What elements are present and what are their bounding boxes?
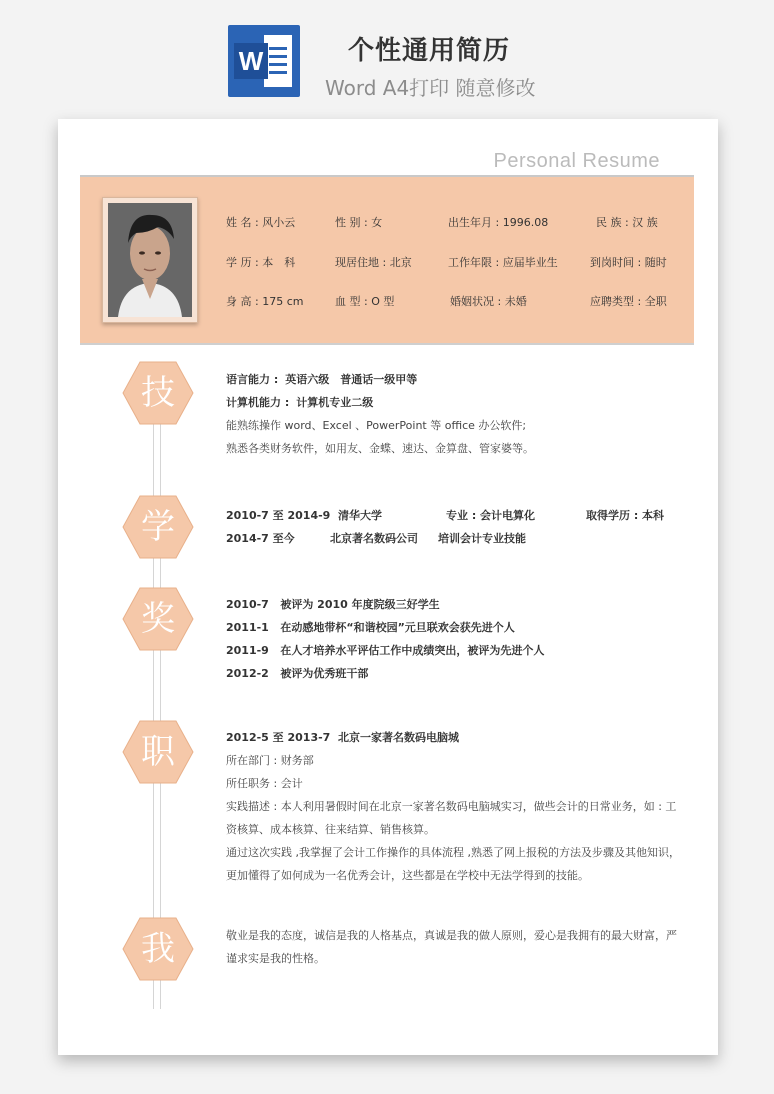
info-education: 学 历 : 本 科 <box>226 256 296 269</box>
work-dept: 所在部门 : 财务部 <box>226 754 314 767</box>
award-item: 2010-7 被评为 2010 年度院级三好学生 <box>226 598 440 611</box>
skills-computer-line: 计算机能力 : 计算机专业二级 <box>226 396 374 409</box>
skills-office-line: 能熟练操作 word、Excel 、PowerPoint 等 office 办公软件; <box>226 419 527 432</box>
profile-photo <box>102 197 198 323</box>
edu-row1-degree: 取得学历 : 本科 <box>586 509 665 522</box>
self-eval-hexagon-icon: 我 <box>122 917 194 981</box>
edu-row2-training: 培训会计专业技能 <box>438 532 526 545</box>
info-work-years: 工作年限 : 应届毕业生 <box>448 256 558 269</box>
work-hexagon-icon: 职 <box>122 720 194 784</box>
info-name: 姓 名 : 风小云 <box>226 216 296 229</box>
work-company: 北京一家著名数码电脑城 <box>338 731 459 744</box>
info-ethnicity: 民 族 : 汉 族 <box>596 216 658 229</box>
awards-hexagon-icon: 奖 <box>122 587 194 651</box>
resume-header-label: Personal Resume <box>493 150 660 172</box>
edu-row2-company: 北京著名数码公司 <box>330 532 418 545</box>
info-marital: 婚姻状况 : 未婚 <box>450 295 527 308</box>
self-eval-line: 谨求实是我的性格。 <box>226 952 325 965</box>
info-job-type: 应聘类型 : 全职 <box>590 295 667 308</box>
personal-info-panel <box>80 177 694 343</box>
edu-row1-date: 2010-7 至 2014-9 <box>226 509 331 522</box>
info-blood: 血 型 : O 型 <box>335 295 395 308</box>
work-desc-line: 更加懂得了如何成为一名优秀会计，这些都是在学校中无法学得到的技能。 <box>226 869 589 882</box>
info-divider <box>80 343 694 345</box>
info-residence: 现居住地 : 北京 <box>335 256 412 269</box>
page-banner <box>0 0 774 110</box>
info-gender: 性 别 : 女 <box>335 216 383 229</box>
edu-row2-date: 2014-7 至今 <box>226 532 295 545</box>
skills-language-line: 语言能力 : 英语六级 普通话一级甲等 <box>226 373 418 386</box>
portrait-image <box>108 203 192 317</box>
banner-title: 个性通用简历 <box>348 36 511 66</box>
skills-hexagon-icon: 技 <box>122 361 194 425</box>
skills-finance-line: 熟悉各类财务软件，如用友、金蝶、速达、金算盘、管家婆等。 <box>226 442 534 455</box>
info-height: 身 高 : 175 cm <box>226 295 304 308</box>
work-date: 2012-5 至 2013-7 <box>226 731 331 744</box>
banner-subtitle: Word A4打印 随意修改 <box>325 76 536 100</box>
self-eval-line: 敬业是我的态度，诚信是我的人格基点，真诚是我的做人原则，爱心是我拥有的最大财富，严 <box>226 929 677 942</box>
award-item: 2011-1 在动感地带杯“和谐校园”元旦联欢会获先进个人 <box>226 621 515 634</box>
award-item: 2012-2 被评为优秀班干部 <box>226 667 369 680</box>
work-desc-line: 实践描述 : 本人利用暑假时间在北京一家著名数码电脑城实习，做些会计的日常业务，如 : 工 <box>226 800 677 813</box>
work-desc-line: 通过这次实践 ,我掌握了会计工作操作的具体流程 ,熟悉了网上报税的方法及步骤及其他知识， <box>226 846 680 859</box>
edu-row1-major: 专业 : 会计电算化 <box>446 509 536 522</box>
resume-page <box>58 119 718 1055</box>
work-desc-line: 资核算、成本核算、往来结算、销售核算。 <box>226 823 435 836</box>
edu-row1-school: 清华大学 <box>338 509 382 522</box>
info-birth: 出生年月 : 1996.08 <box>448 216 549 229</box>
info-start-time: 到岗时间 : 随时 <box>590 256 667 269</box>
education-hexagon-icon: 学 <box>122 495 194 559</box>
work-position: 所任职务 : 会计 <box>226 777 303 790</box>
award-item: 2011-9 在人才培养水平评估工作中成绩突出，被评为先进个人 <box>226 644 545 657</box>
word-logo-icon: W <box>228 25 300 97</box>
